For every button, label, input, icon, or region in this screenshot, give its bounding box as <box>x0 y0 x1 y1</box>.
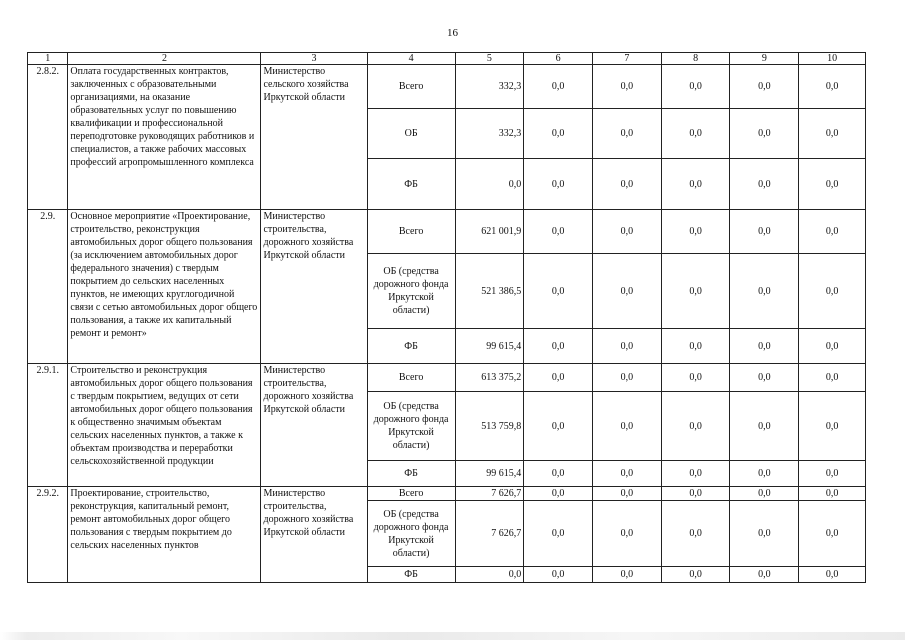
total-value: 332,3 <box>455 65 524 109</box>
year-value: 0,0 <box>524 159 593 210</box>
year-value: 0,0 <box>593 461 662 487</box>
column-header: 7 <box>593 53 662 65</box>
year-value: 0,0 <box>661 487 730 501</box>
year-value: 0,0 <box>524 65 593 109</box>
table-row <box>28 65 866 109</box>
year-value: 0,0 <box>799 210 866 254</box>
funding-source: Всего <box>367 487 455 501</box>
column-header: 10 <box>799 53 866 65</box>
year-value: 0,0 <box>524 329 593 364</box>
year-value: 0,0 <box>799 567 866 583</box>
page-number: 16 <box>447 27 458 39</box>
year-value: 0,0 <box>730 210 799 254</box>
year-value: 0,0 <box>730 487 799 501</box>
scan-edge <box>0 632 905 640</box>
year-value: 0,0 <box>593 109 662 159</box>
year-value: 0,0 <box>524 392 593 461</box>
total-value: 613 375,2 <box>455 364 524 392</box>
table-row <box>28 487 866 501</box>
column-header: 2 <box>68 53 261 65</box>
measure-executor: Министерство сельского хозяйства Иркутской области <box>261 65 367 210</box>
measure-name: Проектирование, строительство, реконструкция, капитальный ремонт, ремонт автомобильных дорог общего пользования с твердым покрытием до сельских населенных пунктов <box>68 487 261 583</box>
year-value: 0,0 <box>593 364 662 392</box>
column-header: 8 <box>661 53 730 65</box>
year-value: 0,0 <box>730 392 799 461</box>
funding-source: Всего <box>367 364 455 392</box>
measure-name: Строительство и реконструкция автомобильных дорог общего пользования с твердым покрытием, ведущих от сети автомобильных дорог общего пользования к общественно значимым объектам сельских населенных пунктов, а также к объектам производства и переработки сельскохозяйственной продукции <box>68 364 261 487</box>
year-value: 0,0 <box>799 392 866 461</box>
measure-code: 2.9. <box>28 210 68 364</box>
funding-source: ОБ (средства дорожного фонда Иркутской области) <box>367 254 455 329</box>
measure-executor: Министерство строительства, дорожного хозяйства Иркутской области <box>261 210 367 364</box>
year-value: 0,0 <box>661 461 730 487</box>
year-value: 0,0 <box>593 567 662 583</box>
year-value: 0,0 <box>661 159 730 210</box>
year-value: 0,0 <box>524 254 593 329</box>
year-value: 0,0 <box>799 109 866 159</box>
funding-source: Всего <box>367 210 455 254</box>
measure-executor: Министерство строительства, дорожного хозяйства Иркутской области <box>261 487 367 583</box>
year-value: 0,0 <box>661 329 730 364</box>
year-value: 0,0 <box>661 210 730 254</box>
year-value: 0,0 <box>799 159 866 210</box>
year-value: 0,0 <box>730 501 799 567</box>
year-value: 0,0 <box>799 329 866 364</box>
funding-source: ФБ <box>367 461 455 487</box>
year-value: 0,0 <box>730 109 799 159</box>
year-value: 0,0 <box>730 567 799 583</box>
total-value: 99 615,4 <box>455 329 524 364</box>
year-value: 0,0 <box>799 461 866 487</box>
year-value: 0,0 <box>593 392 662 461</box>
budget-table <box>27 52 866 583</box>
year-value: 0,0 <box>593 501 662 567</box>
funding-source: ФБ <box>367 329 455 364</box>
table-row <box>28 364 866 392</box>
year-value: 0,0 <box>524 109 593 159</box>
year-value: 0,0 <box>661 567 730 583</box>
table-row <box>28 210 866 254</box>
year-value: 0,0 <box>593 210 662 254</box>
column-header: 4 <box>367 53 455 65</box>
total-value: 513 759,8 <box>455 392 524 461</box>
funding-source: ОБ (средства дорожного фонда Иркутской области) <box>367 501 455 567</box>
year-value: 0,0 <box>593 254 662 329</box>
measure-name: Основное мероприятие «Проектирование, строительство, реконструкция автомобильных дорог общего пользования (за исключением автомобильных дорог федерального значения) с твердым покрытием до сельских населенных пунктов, не имеющих круглогодичной связи с сетью автомобильных дорог общего пользования, а также их капитальный ремонт и ремонт» <box>68 210 261 364</box>
year-value: 0,0 <box>593 159 662 210</box>
column-header: 5 <box>455 53 524 65</box>
year-value: 0,0 <box>799 364 866 392</box>
total-value: 7 626,7 <box>455 487 524 501</box>
year-value: 0,0 <box>730 159 799 210</box>
funding-source: ФБ <box>367 567 455 583</box>
year-value: 0,0 <box>524 210 593 254</box>
total-value: 621 001,9 <box>455 210 524 254</box>
total-value: 99 615,4 <box>455 461 524 487</box>
year-value: 0,0 <box>593 65 662 109</box>
year-value: 0,0 <box>661 109 730 159</box>
year-value: 0,0 <box>799 501 866 567</box>
total-value: 7 626,7 <box>455 501 524 567</box>
funding-source: Всего <box>367 65 455 109</box>
year-value: 0,0 <box>661 501 730 567</box>
column-header: 9 <box>730 53 799 65</box>
year-value: 0,0 <box>524 461 593 487</box>
column-header: 1 <box>28 53 68 65</box>
measure-code: 2.9.2. <box>28 487 68 583</box>
year-value: 0,0 <box>730 254 799 329</box>
year-value: 0,0 <box>593 329 662 364</box>
measure-code: 2.8.2. <box>28 65 68 210</box>
measure-executor: Министерство строительства, дорожного хозяйства Иркутской области <box>261 364 367 487</box>
year-value: 0,0 <box>524 501 593 567</box>
year-value: 0,0 <box>730 461 799 487</box>
header-row <box>28 53 866 65</box>
year-value: 0,0 <box>661 392 730 461</box>
total-value: 332,3 <box>455 109 524 159</box>
year-value: 0,0 <box>730 65 799 109</box>
year-value: 0,0 <box>661 254 730 329</box>
total-value: 521 386,5 <box>455 254 524 329</box>
funding-source: ОБ (средства дорожного фонда Иркутской области) <box>367 392 455 461</box>
year-value: 0,0 <box>524 487 593 501</box>
total-value: 0,0 <box>455 567 524 583</box>
year-value: 0,0 <box>799 254 866 329</box>
column-header: 6 <box>524 53 593 65</box>
column-header: 3 <box>261 53 367 65</box>
year-value: 0,0 <box>661 65 730 109</box>
measure-code: 2.9.1. <box>28 364 68 487</box>
year-value: 0,0 <box>799 65 866 109</box>
total-value: 0,0 <box>455 159 524 210</box>
funding-source: ОБ <box>367 109 455 159</box>
year-value: 0,0 <box>730 364 799 392</box>
funding-source: ФБ <box>367 159 455 210</box>
year-value: 0,0 <box>524 364 593 392</box>
year-value: 0,0 <box>799 487 866 501</box>
measure-name: Оплата государственных контрактов, заключенных с образовательными организациями, на оказание образовательных услуг по повышению квалификации и профессиональной переподготовке руководящих работников и специалистов, а также рабочих массовых профессий агропромышленного комплекса <box>68 65 261 210</box>
year-value: 0,0 <box>661 364 730 392</box>
year-value: 0,0 <box>524 567 593 583</box>
year-value: 0,0 <box>593 487 662 501</box>
year-value: 0,0 <box>730 329 799 364</box>
